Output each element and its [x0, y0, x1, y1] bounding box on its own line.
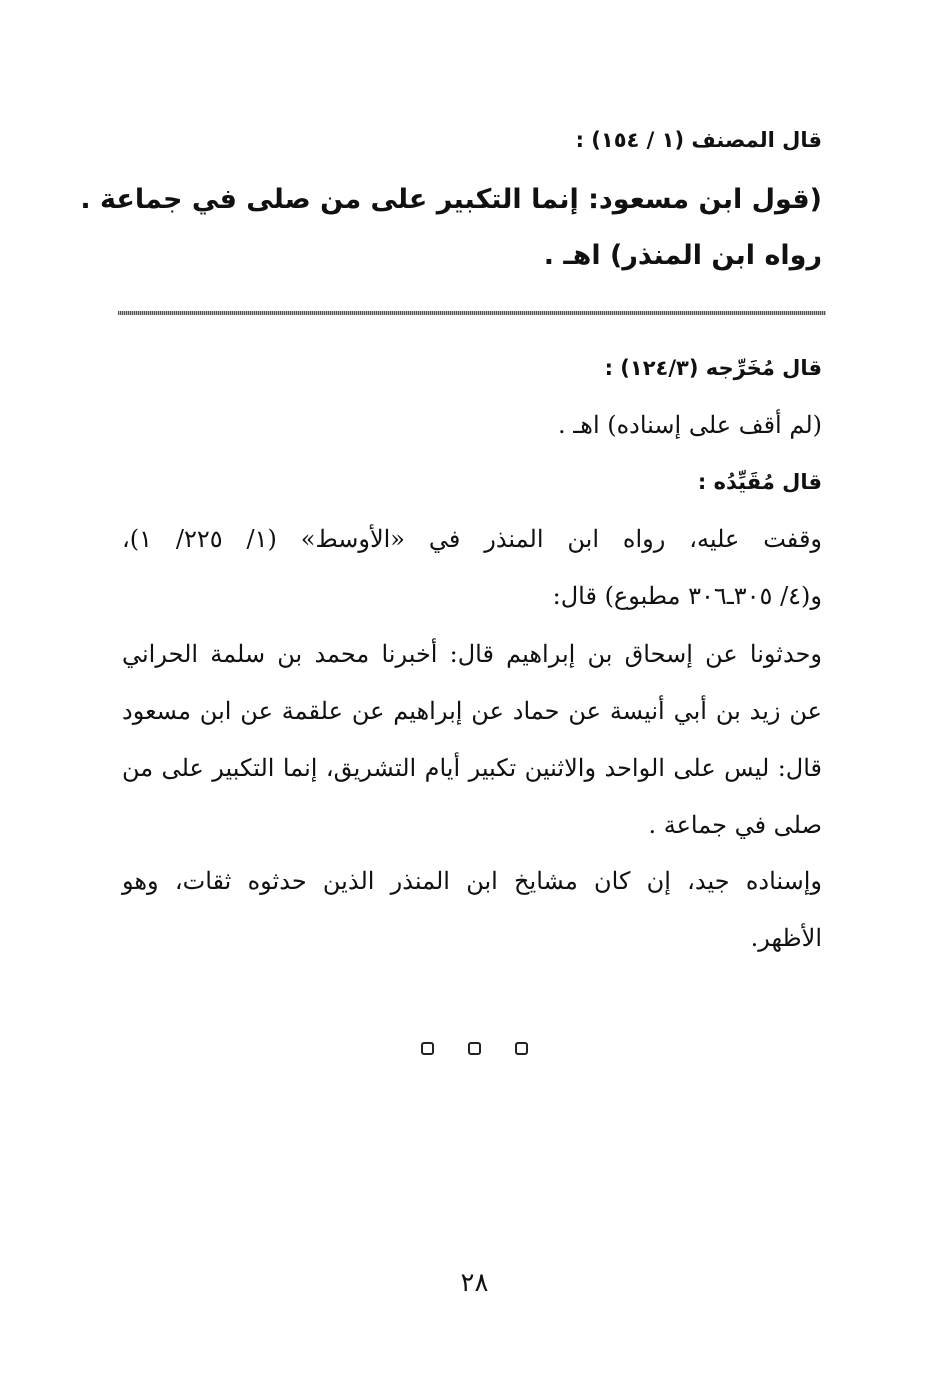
- quote-line: (قول ابن مسعود: إنما التكبير على من صلى في جماعة .: [80, 184, 822, 215]
- paragraph-line: وقفت عليه، رواه ابن المنذر في «الأوسط» (١/ ٢٢٥/ ١)،: [122, 525, 823, 553]
- page-number: ٢٨: [460, 1268, 489, 1298]
- section-heading-muqayyid: قال مُقَيِّدُه :: [697, 470, 822, 494]
- paragraph-line: وإسناده جيد، إن كان مشايخ ابن المنذر الذين حدثوه ثقات، وهو: [122, 867, 822, 895]
- section-heading-takhrij: قال مُخَرِّجه (١٢٤/٣) :: [604, 356, 822, 380]
- square-ornament-icon: [468, 1042, 481, 1055]
- section-divider: [118, 311, 826, 315]
- paragraph-line: صلى في جماعة .: [648, 811, 822, 839]
- paragraph-line: وحدثونا عن إسحاق بن إبراهيم قال: أخبرنا محمد بن سلمة الحراني: [122, 640, 822, 668]
- paragraph-line: الأظهر.: [750, 924, 822, 952]
- paragraph-line: قال: ليس على الواحد والاثنين تكبير أيام التشريق، إنما التكبير على من: [122, 754, 822, 782]
- paragraph-line: و(٤/ ٣٠٥ـ٣٠٦ مطبوع) قال:: [552, 582, 822, 610]
- quote-line: رواه ابن المنذر) اهـ .: [543, 240, 822, 271]
- square-ornament-icon: [515, 1042, 528, 1055]
- takhrij-quote: (لم أقف على إسناده) اهـ .: [558, 411, 822, 439]
- section-heading-author: قال المصنف (١ / ١٥٤) :: [575, 128, 822, 152]
- square-ornament-icon: [421, 1042, 434, 1055]
- section-end-ornament: [0, 1042, 949, 1055]
- paragraph-line: عن زيد بن أبي أنيسة عن حماد عن إبراهيم عن علقمة عن ابن مسعود: [122, 697, 822, 725]
